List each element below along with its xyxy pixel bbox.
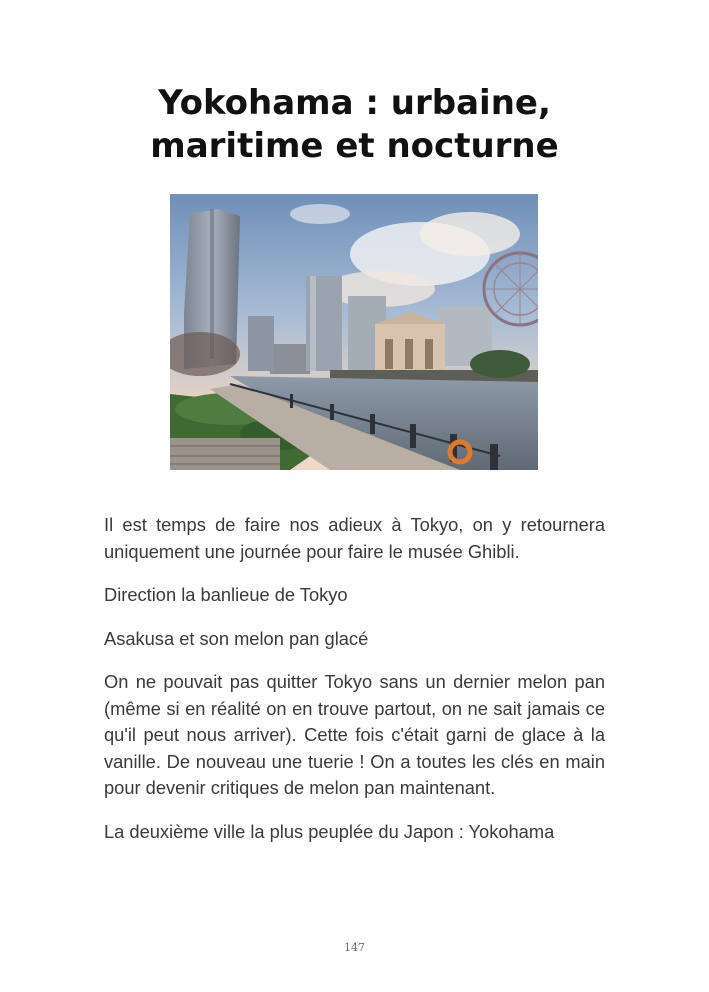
page-number: 147	[344, 941, 365, 954]
subheading-yokohama: La deuxième ville la plus peuplée du Japon : Yokohama	[104, 820, 555, 842]
subheading-banlieue: Direction la banlieue de Tokyo	[104, 584, 348, 605]
paragraph-melon-pan: On ne pouvait pas quitter Tokyo sans un dernier melon pan (même si en réalité on en trouve partout, on ne sait jamais ce qu'il peut nous arriver). Cette fois c'était garni de glace à la vanille. De nouveau une tuerie ! On a toutes les clés en main pour devenir critiques de melon pan maintenant.	[104, 671, 605, 798]
paragraph-intro: Il est temps de faire nos adieux à Tokyo, on y retournera uniquement une journée pour faire le musée Ghibli.	[104, 514, 605, 562]
title-line-1: Yokohama : urbaine,	[158, 83, 551, 123]
yokohama-skyline-photo	[170, 194, 538, 470]
title-line-2: maritime et nocturne	[150, 126, 559, 166]
subheading-asakusa: Asakusa et son melon pan glacé	[104, 627, 369, 649]
page-title	[0, 82, 709, 168]
article-body	[104, 512, 605, 862]
